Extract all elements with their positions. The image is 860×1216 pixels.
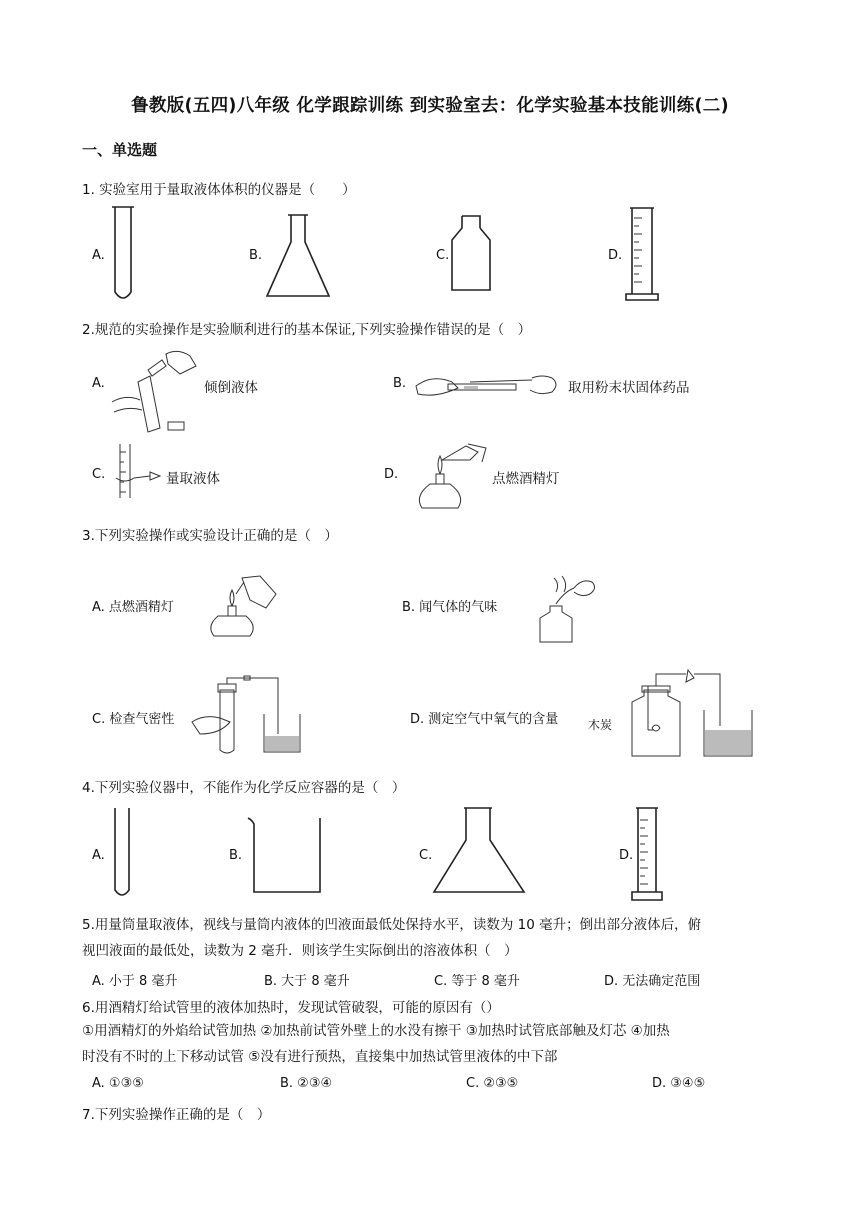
question-5-line-1: 5.用量筒量取液体，视线与量筒内液体的凹液面最低处保持水平，读数为 10 毫升；倒出部分液体后，俯 xyxy=(82,917,702,933)
q5-option-c[interactable]: C. 等于 8 毫升 xyxy=(434,974,520,989)
q3-option-d-label[interactable]: D. 测定空气中氧气的含量 xyxy=(410,712,559,727)
graduated-cylinder-icon xyxy=(622,206,662,304)
figure-label-charcoal: 木炭 xyxy=(588,718,613,732)
measuring-liquid-figure xyxy=(112,442,164,500)
q5-option-a[interactable]: A. 小于 8 毫升 xyxy=(92,974,178,989)
reagent-bottle-icon xyxy=(446,214,496,294)
q4-option-d-label[interactable]: D. xyxy=(619,848,634,863)
q6-option-b[interactable]: B. ②③④ xyxy=(280,1076,333,1091)
q1-option-d-label[interactable]: D. xyxy=(608,248,623,263)
question-5-line-2: 视凹液面的最低处，读数为 2 毫升．则该学生实际倒出的溶液体积（ ） xyxy=(82,943,518,959)
conical-flask-icon xyxy=(432,806,528,896)
oxygen-content-figure xyxy=(586,668,760,760)
q2-option-a-label[interactable]: A. xyxy=(92,376,105,391)
section-heading: 一、单选题 xyxy=(82,141,158,159)
q3-option-a-label[interactable]: A. 点燃酒精灯 xyxy=(92,600,174,615)
q6-option-d[interactable]: D. ③④⑤ xyxy=(652,1076,706,1091)
page-title: 鲁教版(五四)八年级 化学跟踪训练 到实验室去：化学实验基本技能训练(二) xyxy=(131,96,729,116)
airtightness-check-figure xyxy=(190,676,306,756)
q4-option-a-label[interactable]: A. xyxy=(92,848,105,863)
question-6-line-2: 时没有不时的上下移动试管 ⑤没有进行预热，直接集中加热试管里液体的中下部 xyxy=(82,1049,558,1065)
question-1-stem: 1. 实验室用于量取液体体积的仪器是（ ） xyxy=(82,182,356,198)
question-5-stem xyxy=(82,912,772,964)
test-tube-icon xyxy=(108,204,138,306)
q2-option-c-label[interactable]: C. xyxy=(92,467,106,482)
lamp-lighting-figure xyxy=(206,574,282,642)
q2-option-c-caption: 量取液体 xyxy=(166,471,220,487)
smelling-gas-figure xyxy=(534,574,600,644)
q2-option-d-label[interactable]: D. xyxy=(384,467,399,482)
pouring-liquid-figure xyxy=(108,346,204,436)
q6-option-a[interactable]: A. ①③⑤ xyxy=(92,1076,144,1091)
q5-option-d[interactable]: D. 无法确定范围 xyxy=(604,974,701,989)
beaker-icon xyxy=(244,814,324,894)
graduated-cylinder-icon xyxy=(628,806,668,904)
q1-option-a-label[interactable]: A. xyxy=(92,248,105,263)
conical-flask-icon xyxy=(262,212,334,300)
q4-option-c-label[interactable]: C. xyxy=(419,848,433,863)
q1-option-c-label[interactable]: C. xyxy=(436,248,450,263)
test-tube-icon xyxy=(110,806,134,902)
q3-option-b-label[interactable]: B. 闻气体的气味 xyxy=(402,600,498,615)
q3-option-c-label[interactable]: C. 检查气密性 xyxy=(92,712,175,727)
question-3-stem: 3.下列实验操作或实验设计正确的是（ ） xyxy=(82,528,338,544)
q4-option-b-label[interactable]: B. xyxy=(229,848,243,863)
q6-option-c[interactable]: C. ②③⑤ xyxy=(466,1076,519,1091)
q2-option-d-caption: 点燃酒精灯 xyxy=(492,471,560,487)
question-7-stem: 7.下列实验操作正确的是（ ） xyxy=(82,1107,271,1123)
lighting-alcohol-lamp-figure xyxy=(412,440,492,516)
q2-option-b-caption: 取用粉末状固体药品 xyxy=(568,380,690,396)
question-2-stem: 2.规范的实验操作是实验顺利进行的基本保证,下列实验操作错误的是（ ） xyxy=(82,322,532,338)
question-6-stem: 6.用酒精灯给试管里的液体加热时，发现试管破裂，可能的原因有（） xyxy=(82,1000,500,1016)
question-4-stem: 4.下列实验仪器中，不能作为化学反应容器的是（ ） xyxy=(82,780,406,796)
question-6-line-1: ①用酒精灯的外焰给试管加热 ②加热前试管外壁上的水没有擦干 ③加热时试管底部触及灯芯 ④加热 xyxy=(82,1023,670,1039)
question-6-statements xyxy=(82,1018,772,1070)
q2-option-a-caption: 倾倒液体 xyxy=(204,380,258,396)
q5-option-b[interactable]: B. 大于 8 毫升 xyxy=(264,974,350,989)
q2-option-b-label[interactable]: B. xyxy=(393,376,407,391)
powder-spatula-figure xyxy=(412,364,564,404)
q1-option-b-label[interactable]: B. xyxy=(249,248,263,263)
